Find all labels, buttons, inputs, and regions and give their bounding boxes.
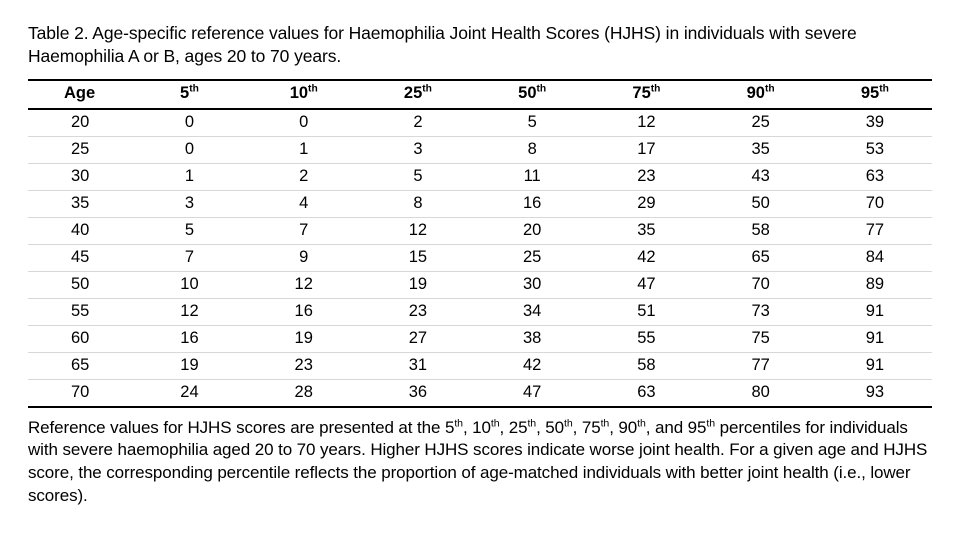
column-header-p75-label: 75 — [632, 83, 651, 102]
table-row — [28, 136, 932, 163]
table-footnote — [28, 417, 932, 508]
cell-p5: 10 — [132, 271, 246, 298]
cell-p95: 91 — [818, 352, 932, 379]
cell-p50: 8 — [475, 136, 589, 163]
cell-p10: 0 — [247, 109, 361, 137]
cell-p10: 1 — [247, 136, 361, 163]
ordinal-suffix: th — [879, 83, 889, 95]
cell-p50: 34 — [475, 298, 589, 325]
column-header-p5 — [132, 80, 246, 109]
column-header-p90 — [704, 80, 818, 109]
table-row — [28, 298, 932, 325]
column-header-p10-label: 10 — [289, 83, 309, 102]
column-header-p5-label: 5 — [180, 83, 190, 102]
ordinal-suffix: th — [490, 416, 500, 429]
cell-p50: 47 — [475, 379, 589, 407]
column-header-p75 — [589, 80, 703, 109]
cell-p10: 28 — [247, 379, 361, 407]
footnote-part: , and 95 — [645, 417, 707, 437]
ordinal-suffix: th — [650, 83, 661, 95]
ordinal-suffix: th — [308, 83, 318, 95]
cell-age: 60 — [28, 325, 132, 352]
cell-age: 40 — [28, 217, 132, 244]
cell-p25: 19 — [361, 271, 475, 298]
column-header-p50 — [475, 80, 589, 109]
ordinal-suffix: th — [706, 416, 715, 429]
cell-p95: 91 — [818, 298, 932, 325]
footnote-part: , 75 — [572, 417, 601, 437]
cell-p25: 2 — [361, 109, 475, 137]
ordinal-suffix: th — [764, 83, 775, 95]
cell-p75: 63 — [589, 379, 703, 407]
cell-age: 45 — [28, 244, 132, 271]
cell-age: 50 — [28, 271, 132, 298]
cell-p95: 84 — [818, 244, 932, 271]
table-row — [28, 190, 932, 217]
column-header-p25-label: 25 — [403, 83, 423, 102]
cell-p5: 24 — [132, 379, 246, 407]
cell-age: 30 — [28, 163, 132, 190]
cell-p5: 5 — [132, 217, 246, 244]
cell-p90: 50 — [704, 190, 818, 217]
cell-p95: 91 — [818, 325, 932, 352]
cell-p90: 43 — [704, 163, 818, 190]
table-header-row — [28, 80, 932, 109]
cell-p5: 16 — [132, 325, 246, 352]
cell-p5: 12 — [132, 298, 246, 325]
cell-p95: 77 — [818, 217, 932, 244]
cell-p95: 70 — [818, 190, 932, 217]
cell-p10: 9 — [247, 244, 361, 271]
cell-p50: 20 — [475, 217, 589, 244]
cell-p90: 65 — [704, 244, 818, 271]
cell-p50: 5 — [475, 109, 589, 137]
cell-age: 25 — [28, 136, 132, 163]
cell-age: 20 — [28, 109, 132, 137]
column-header-p90-label: 90 — [746, 83, 765, 102]
footnote-part: Reference values for HJHS scores are presented at the 5 — [28, 417, 455, 437]
table-row — [28, 163, 932, 190]
hjhs-reference-table — [28, 79, 932, 408]
cell-p90: 77 — [704, 352, 818, 379]
cell-p75: 42 — [589, 244, 703, 271]
cell-p10: 4 — [247, 190, 361, 217]
table-row — [28, 325, 932, 352]
cell-p25: 12 — [361, 217, 475, 244]
table-caption — [28, 22, 932, 69]
cell-p5: 1 — [132, 163, 246, 190]
cell-p95: 89 — [818, 271, 932, 298]
cell-p25: 8 — [361, 190, 475, 217]
cell-p95: 39 — [818, 109, 932, 137]
caption-label: Table 2. — [28, 23, 89, 43]
ordinal-suffix: th — [564, 416, 573, 429]
cell-p90: 35 — [704, 136, 818, 163]
ordinal-suffix: th — [637, 416, 646, 429]
ordinal-suffix: th — [600, 416, 610, 429]
cell-p75: 51 — [589, 298, 703, 325]
cell-p10: 7 — [247, 217, 361, 244]
cell-p90: 80 — [704, 379, 818, 407]
ordinal-suffix: th — [527, 416, 537, 429]
cell-p75: 17 — [589, 136, 703, 163]
cell-p75: 23 — [589, 163, 703, 190]
column-header-p95-label: 95 — [860, 83, 880, 102]
cell-p95: 63 — [818, 163, 932, 190]
column-header-p95 — [818, 80, 932, 109]
cell-p75: 47 — [589, 271, 703, 298]
ordinal-suffix: th — [422, 83, 432, 95]
cell-p50: 25 — [475, 244, 589, 271]
footnote-part: , 25 — [499, 417, 528, 437]
cell-p75: 35 — [589, 217, 703, 244]
cell-p75: 12 — [589, 109, 703, 137]
ordinal-suffix: th — [189, 83, 199, 95]
footnote-part: percentiles for individuals with severe haemophilia aged 20 to 70 years. Higher HJHS scores indicate worse joint health. For a given age and HJHS score, the corresponding percentile reflects the proportion of age-matched individuals with better joint health (i.e., lower scores). — [28, 417, 928, 505]
cell-p5: 0 — [132, 136, 246, 163]
column-header-age-label: Age — [64, 83, 96, 102]
cell-p10: 2 — [247, 163, 361, 190]
column-header-age — [28, 80, 132, 109]
cell-p90: 25 — [704, 109, 818, 137]
cell-p25: 27 — [361, 325, 475, 352]
table-row — [28, 217, 932, 244]
cell-p90: 73 — [704, 298, 818, 325]
cell-p90: 75 — [704, 325, 818, 352]
cell-p25: 31 — [361, 352, 475, 379]
cell-p5: 19 — [132, 352, 246, 379]
footnote-part: , 10 — [462, 417, 491, 437]
cell-p10: 12 — [247, 271, 361, 298]
cell-p90: 70 — [704, 271, 818, 298]
table-row — [28, 109, 932, 137]
cell-p95: 53 — [818, 136, 932, 163]
cell-p25: 3 — [361, 136, 475, 163]
cell-age: 35 — [28, 190, 132, 217]
footnote-part: , 90 — [609, 417, 638, 437]
cell-p25: 36 — [361, 379, 475, 407]
cell-p25: 5 — [361, 163, 475, 190]
cell-p50: 11 — [475, 163, 589, 190]
cell-p75: 55 — [589, 325, 703, 352]
cell-p95: 93 — [818, 379, 932, 407]
cell-age: 70 — [28, 379, 132, 407]
cell-p50: 16 — [475, 190, 589, 217]
table-row — [28, 352, 932, 379]
footnote-part: , 50 — [536, 417, 565, 437]
ordinal-suffix: th — [454, 416, 463, 429]
cell-p10: 16 — [247, 298, 361, 325]
cell-age: 65 — [28, 352, 132, 379]
caption-text: Age-specific reference values for Haemophilia Joint Health Scores (HJHS) in individuals with severe Haemophilia A or B, ages 20 to 70 years. — [28, 23, 857, 67]
cell-p75: 58 — [589, 352, 703, 379]
cell-p5: 0 — [132, 109, 246, 137]
table-row — [28, 271, 932, 298]
column-header-p25 — [361, 80, 475, 109]
table-row — [28, 244, 932, 271]
ordinal-suffix: th — [536, 83, 547, 95]
cell-p90: 58 — [704, 217, 818, 244]
cell-p50: 30 — [475, 271, 589, 298]
cell-p5: 3 — [132, 190, 246, 217]
cell-p75: 29 — [589, 190, 703, 217]
cell-p5: 7 — [132, 244, 246, 271]
cell-p25: 23 — [361, 298, 475, 325]
cell-p25: 15 — [361, 244, 475, 271]
cell-age: 55 — [28, 298, 132, 325]
table-body — [28, 109, 932, 407]
column-header-p10 — [247, 80, 361, 109]
cell-p50: 42 — [475, 352, 589, 379]
table-row — [28, 379, 932, 407]
cell-p10: 19 — [247, 325, 361, 352]
cell-p50: 38 — [475, 325, 589, 352]
table-header — [28, 80, 932, 109]
column-header-p50-label: 50 — [518, 83, 537, 102]
cell-p10: 23 — [247, 352, 361, 379]
